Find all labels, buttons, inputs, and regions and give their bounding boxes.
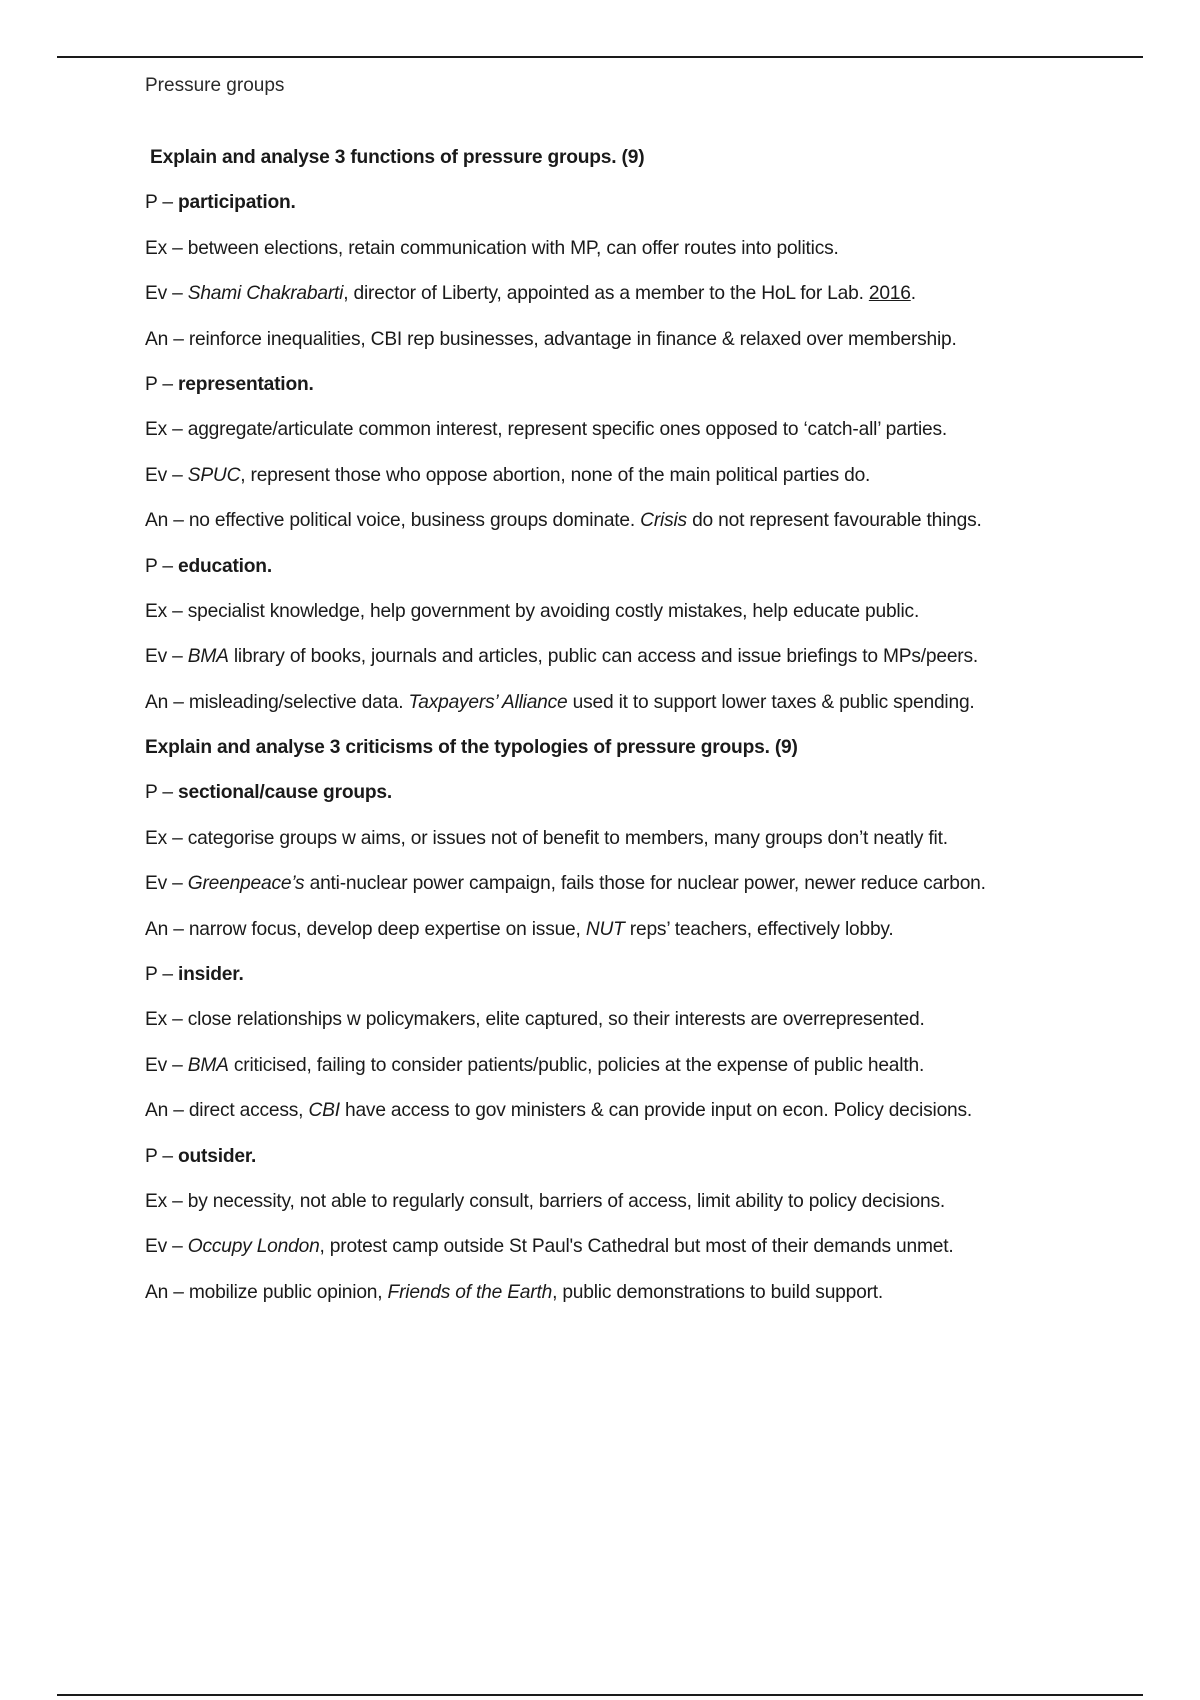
q2-point-1-evidence [145, 872, 1085, 917]
an-text: reinforce inequalities, CBI rep businesses, advantage in finance & relaxed over membership. [188, 328, 957, 350]
q2-point-3-explanation [145, 1190, 1085, 1235]
q1-point-3-evidence [145, 645, 1085, 690]
point-heading: education. [178, 555, 272, 577]
point-heading: insider. [178, 964, 244, 986]
ev-italic: BMA [187, 646, 229, 668]
ex-label: Ex – [145, 237, 183, 259]
an-italic: Crisis [640, 510, 687, 532]
point-heading: sectional/cause groups. [178, 782, 392, 804]
top-rule [57, 56, 1143, 58]
ev-label: Ev – [145, 464, 183, 486]
q2-point-1-explanation [145, 827, 1085, 872]
ev-label: Ev – [145, 1054, 183, 1076]
point-label: P – [145, 1145, 173, 1167]
q2-point-2 [145, 963, 1085, 1008]
an-label: An – [145, 918, 184, 940]
an-text-a: narrow focus, develop deep expertise on issue, [188, 918, 581, 940]
q2-point-2-analysis [145, 1099, 1085, 1144]
ev-italic: BMA [187, 1054, 229, 1076]
ex-label: Ex – [145, 600, 183, 622]
ev-text: library of books, journals and articles, public can access and issue briefings to MPs/peers. [233, 646, 979, 668]
q1-point-2-analysis [145, 509, 1085, 554]
ev-text: criticised, failing to consider patients/public, policies at the expense of public health. [233, 1054, 925, 1076]
q1-point-2-evidence [145, 464, 1085, 509]
q1-point-1 [145, 191, 1085, 236]
point-label: P – [145, 373, 173, 395]
q1-point-3-explanation [145, 600, 1085, 645]
q2-point-2-explanation [145, 1008, 1085, 1053]
an-text-b: do not represent favourable things. [692, 510, 982, 532]
q2-point-1 [145, 781, 1085, 826]
an-label: An – [145, 691, 184, 713]
ev-text: , director of Liberty, appointed as a member to the HoL for Lab. [343, 283, 864, 305]
ev-label: Ev – [145, 873, 183, 895]
ev-text: , protest camp outside St Paul's Cathedral but most of their demands unmet. [319, 1236, 954, 1258]
an-italic: Friends of the Earth [387, 1281, 553, 1303]
q2-point-1-analysis [145, 918, 1085, 963]
ev-end: . [910, 283, 916, 305]
ex-label: Ex – [145, 419, 183, 441]
an-text-a: misleading/selective data. [188, 691, 404, 713]
an-text-b: have access to gov ministers & can provide input on econ. Policy decisions. [344, 1100, 973, 1122]
ex-text: specialist knowledge, help government by avoiding costly mistakes, help educate public. [187, 600, 920, 622]
document-body [145, 146, 1085, 1326]
an-text-b: used it to support lower taxes & public spending. [572, 691, 975, 713]
q1-point-3-analysis [145, 691, 1085, 736]
ev-text: , represent those who oppose abortion, none of the main political parties do. [240, 464, 871, 486]
ev-italic: Shami Chakrabarti [187, 283, 344, 305]
an-text-a: no effective political voice, business groups dominate. [188, 510, 636, 532]
point-heading: outsider. [178, 1145, 257, 1167]
ex-text: categorise groups w aims, or issues not of benefit to members, many groups don’t neatly fit. [187, 827, 948, 849]
ex-text: between elections, retain communication with MP, can offer routes into politics. [187, 237, 839, 259]
ev-label: Ev – [145, 283, 183, 305]
an-label: An – [145, 1281, 184, 1303]
an-italic: Taxpayers’ Alliance [408, 691, 568, 713]
point-heading: representation. [178, 373, 314, 395]
question-1-title: Explain and analyse 3 functions of pressure groups. (9) [150, 147, 645, 168]
q2-point-3 [145, 1145, 1085, 1190]
an-italic: NUT [585, 918, 625, 940]
q1-point-2 [145, 373, 1085, 418]
ex-text: by necessity, not able to regularly consult, barriers of access, limit ability to policy decisions. [187, 1190, 946, 1212]
ex-label: Ex – [145, 827, 183, 849]
an-text-a: mobilize public opinion, [188, 1281, 383, 1303]
ex-text: aggregate/articulate common interest, represent specific ones opposed to ‘catch-all’ parties. [187, 419, 947, 441]
page-header-title: Pressure groups [145, 75, 285, 96]
an-italic: CBI [308, 1100, 340, 1122]
ev-italic: Occupy London [187, 1236, 320, 1258]
q1-point-3 [145, 555, 1085, 600]
ev-label: Ev – [145, 646, 183, 668]
an-label: An – [145, 1100, 184, 1122]
ex-text: close relationships w policymakers, elite captured, so their interests are overrepresented. [187, 1009, 925, 1031]
q1-point-1-explanation [145, 237, 1085, 282]
q2-point-2-evidence [145, 1054, 1085, 1099]
ex-label: Ex – [145, 1009, 183, 1031]
question-2-title: Explain and analyse 3 criticisms of the typologies of pressure groups. (9) [145, 737, 798, 759]
ex-label: Ex – [145, 1190, 183, 1212]
an-text-b: , public demonstrations to build support. [552, 1281, 884, 1303]
q1-point-1-evidence [145, 282, 1085, 327]
ev-label: Ev – [145, 1236, 183, 1258]
an-label: An – [145, 510, 184, 532]
point-label: P – [145, 964, 173, 986]
q2-point-3-analysis [145, 1281, 1085, 1326]
ev-underline: 2016 [868, 283, 911, 305]
q2-point-3-evidence [145, 1235, 1085, 1280]
ev-italic: Greenpeace’s [187, 873, 305, 895]
an-text-b: reps’ teachers, effectively lobby. [629, 918, 894, 940]
an-label: An – [145, 328, 184, 350]
point-label: P – [145, 192, 173, 214]
q1-point-1-analysis [145, 328, 1085, 373]
bottom-rule [57, 1694, 1143, 1696]
point-label: P – [145, 782, 173, 804]
ev-italic: SPUC [187, 464, 241, 486]
point-label: P – [145, 555, 173, 577]
an-text-a: direct access, [188, 1100, 304, 1122]
q1-point-2-explanation [145, 418, 1085, 463]
point-heading: participation. [178, 192, 296, 214]
ev-text: anti-nuclear power campaign, fails those for nuclear power, newer reduce carbon. [309, 873, 986, 895]
